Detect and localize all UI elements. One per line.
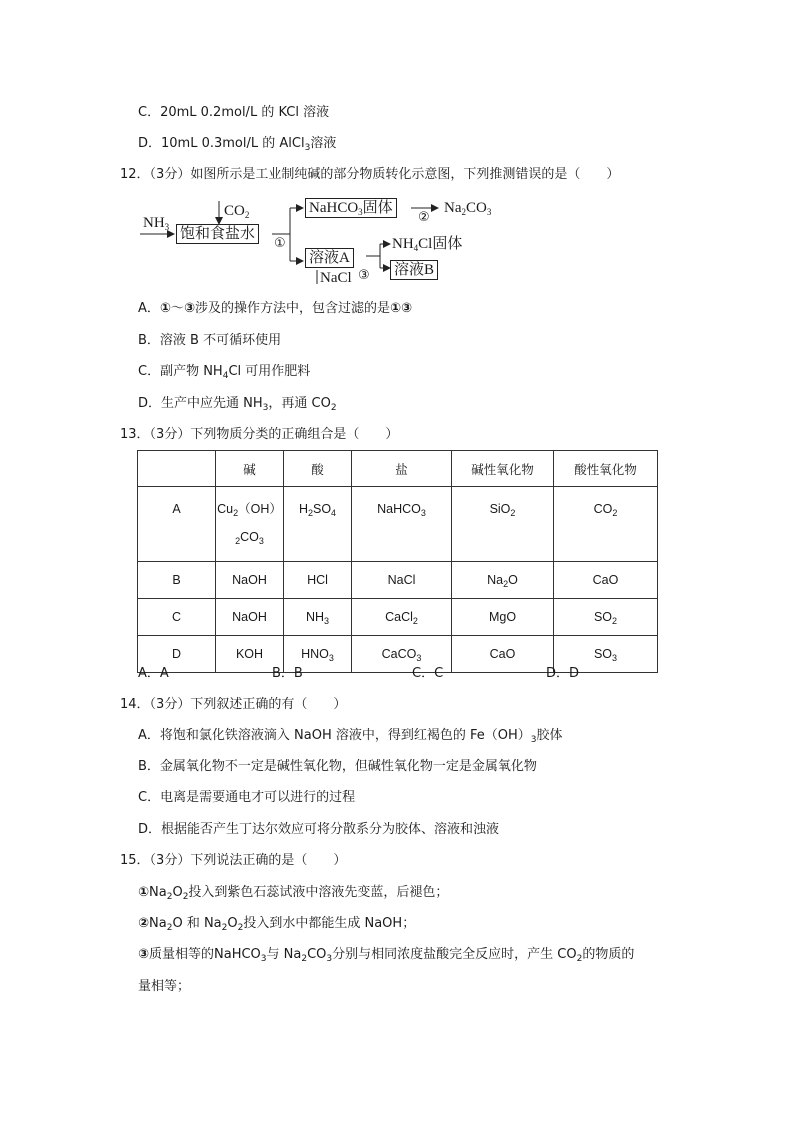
brine-box: 饱和食盐水 — [176, 224, 259, 244]
q11-option-c: C．20mL 0.2mol/L 的 KCl 溶液 — [138, 105, 330, 120]
row-label: A — [138, 487, 216, 562]
q12-option-c: C．副产物 $NH_4Cl$ 可用作肥料 — [138, 364, 311, 381]
nacl-label: NaCl — [320, 270, 352, 286]
q14-option-c: C．电离是需要通电才可以进行的过程 — [138, 790, 356, 805]
q14-option-d: D．根据能否产生丁达尔效应可将分散系分为胶体、溶液和浊液 — [138, 822, 500, 837]
cell-salt: CaCO$_3$ — [352, 636, 452, 673]
q14-option-a: A．将饱和氯化铁溶液滴入 NaOH 溶液中，得到红褐色的 $Fe(OH)_3$胶体 — [138, 728, 563, 745]
q14-stem: 14．（3分）下列叙述正确的有（ ） — [120, 697, 347, 712]
cell-salt: CaCl$_2$ — [352, 599, 452, 636]
q12-option-a: A．①～③涉及的操作方法中，包含过滤的是①③ — [138, 301, 412, 316]
q13-choice-d: D．D — [546, 666, 580, 681]
nh4cl-solid-label: $NH_4Cl$固体 — [392, 236, 463, 253]
cell-acidic-oxide: $CO_2$ — [554, 487, 658, 562]
cell-base: NaOH — [216, 562, 284, 599]
q11-option-d: D．10mL 0.3mol/L 的 AlCl$_3$溶液 — [138, 136, 337, 153]
co2-label: $CO_2$ — [224, 203, 250, 220]
classification-table — [137, 450, 658, 673]
step-1-marker: ① — [274, 236, 286, 251]
cell-basic-oxide: $Na_2O$ — [452, 562, 554, 599]
solution-a-box: 溶液A — [305, 248, 354, 268]
q13-choice-c: C．C — [412, 666, 444, 681]
na2co3-label: $Na_2CO_3$ — [444, 200, 492, 217]
cell-salt: NaHCO$_3$ — [352, 487, 452, 562]
q13-choice-a: A．A — [138, 666, 169, 681]
header-empty — [138, 451, 216, 487]
header-basic-oxide: 碱性氧化物 — [452, 451, 554, 487]
soda-process-diagram — [140, 196, 520, 288]
cell-acidic-oxide: CaO — [554, 562, 658, 599]
header-acid: 酸 — [284, 451, 352, 487]
cell-basic-oxide: SiO$_2$ — [452, 487, 554, 562]
header-salt: 盐 — [352, 451, 452, 487]
step-3-marker: ③ — [358, 268, 370, 283]
row-label: C — [138, 599, 216, 636]
cell-acid: $NH_3$ — [284, 599, 352, 636]
solution-b-box: 溶液B — [390, 260, 438, 280]
cell-acidic-oxide: $SO_3$ — [554, 636, 658, 673]
cell-salt: NaCl — [352, 562, 452, 599]
table-row — [138, 562, 658, 599]
table-row — [138, 599, 658, 636]
q15-statement-1: $①Na_2O_2$投入到紫色石蕊试液中溶液先变蓝，后褪色； — [138, 885, 449, 902]
step-2-marker: ② — [418, 210, 430, 225]
table-row — [138, 636, 658, 673]
cell-basic-oxide: MgO — [452, 599, 554, 636]
cell-base: NaOH — [216, 599, 284, 636]
cell-acid: HCl — [284, 562, 352, 599]
q14-option-b: B．金属氧化物不一定是碱性氧化物，但碱性氧化物一定是金属氧化物 — [138, 759, 537, 774]
q15-statement-2: $②Na_2O$ 和 $Na_2O_2$投入到水中都能生成 NaOH； — [138, 916, 416, 933]
nahco3-solid-box: NaHCO$_3$固体 — [305, 198, 397, 218]
cell-base: $Cu_2(OH)$ $_2CO_3$ — [216, 487, 284, 562]
header-acidic-oxide: 酸性氧化物 — [554, 451, 658, 487]
cell-acid: $H_2SO_4$ — [284, 487, 352, 562]
table-row — [138, 487, 658, 562]
header-base: 碱 — [216, 451, 284, 487]
nh3-label: $NH_3$ — [143, 215, 170, 232]
q12-option-d: D．生产中应先通 $NH_3$，再通 $CO_2$ — [138, 396, 337, 413]
row-label: B — [138, 562, 216, 599]
q12-option-b: B．溶液 B 不可循环使用 — [138, 333, 282, 348]
q13-stem: 13．（3分）下列物质分类的正确组合是（ ） — [120, 427, 399, 442]
q12-stem: 12．（3分）如图所示是工业制纯碱的部分物质转化示意图，下列推测错误的是（ ） — [120, 167, 620, 182]
cell-acidic-oxide: $SO_2$ — [554, 599, 658, 636]
q15-statement-3: ③质量相等的NaHCO$_3$与 $Na_2CO_3$分别与相同浓度盐酸完全反应时，产生 $CO_2$的物质的 — [138, 947, 635, 964]
table-header-row — [138, 451, 658, 487]
q13-choice-b: B．B — [272, 666, 303, 681]
cell-basic-oxide: CaO — [452, 636, 554, 673]
row-label: D — [138, 636, 216, 673]
cell-base: KOH — [216, 636, 284, 673]
q15-stem: 15．（3分）下列说法正确的是（ ） — [120, 853, 347, 868]
q15-statement-3-cont: 量相等； — [138, 979, 191, 994]
cell-acid: $HNO_3$ — [284, 636, 352, 673]
